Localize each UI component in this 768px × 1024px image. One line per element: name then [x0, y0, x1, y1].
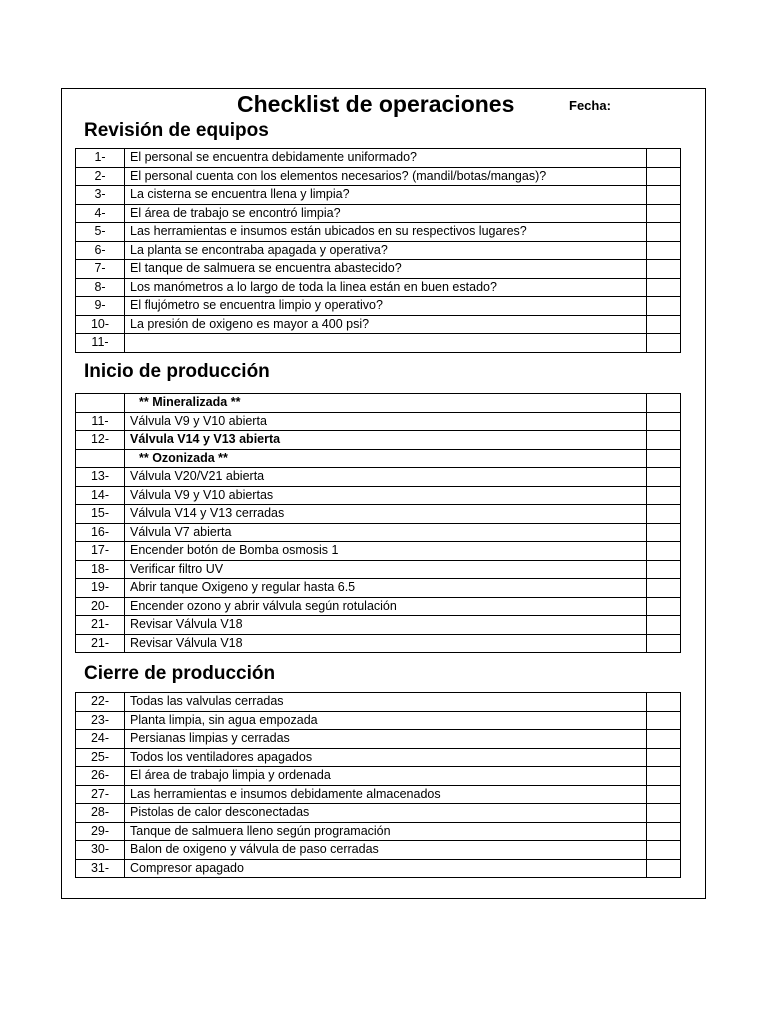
- checklist-row: [76, 167, 681, 186]
- item-number: 20-: [76, 597, 125, 616]
- check-cell[interactable]: [647, 468, 681, 487]
- subheader-text: ** Mineralizada **: [125, 394, 647, 413]
- item-number: 12-: [76, 431, 125, 450]
- checklist-row: [76, 841, 681, 860]
- checklist-row: [76, 579, 681, 598]
- subheader-text: ** Ozonizada **: [125, 449, 647, 468]
- check-cell[interactable]: [647, 223, 681, 242]
- item-number: 14-: [76, 486, 125, 505]
- item-text: Balon de oxigeno y válvula de paso cerradas: [125, 841, 647, 860]
- checklist-row: [76, 730, 681, 749]
- check-cell[interactable]: [647, 260, 681, 279]
- item-text: Válvula V14 y V13 abierta: [125, 431, 647, 450]
- checklist-row: [76, 711, 681, 730]
- item-text: El personal se encuentra debidamente uniformado?: [125, 149, 647, 168]
- item-number: 16-: [76, 523, 125, 542]
- check-cell[interactable]: [647, 693, 681, 712]
- check-cell[interactable]: [647, 542, 681, 561]
- item-number: 24-: [76, 730, 125, 749]
- checklist-table-cierre: [75, 692, 681, 878]
- checklist-row: [76, 260, 681, 279]
- check-cell[interactable]: [647, 241, 681, 260]
- section-title-inicio: Inicio de producción: [84, 361, 270, 382]
- item-number: 21-: [76, 634, 125, 653]
- checklist-row: [76, 748, 681, 767]
- item-text: Persianas limpias y cerradas: [125, 730, 647, 749]
- check-cell[interactable]: [647, 315, 681, 334]
- checklist-row: [76, 859, 681, 878]
- check-cell[interactable]: [647, 748, 681, 767]
- item-number: 5-: [76, 223, 125, 242]
- item-text: Válvula V9 y V10 abiertas: [125, 486, 647, 505]
- checklist-row: [76, 693, 681, 712]
- check-cell[interactable]: [647, 560, 681, 579]
- subheader-row: [76, 394, 681, 413]
- page-title: Checklist de operaciones: [237, 91, 515, 117]
- checklist-row: [76, 785, 681, 804]
- check-cell[interactable]: [647, 523, 681, 542]
- checklist-row: [76, 523, 681, 542]
- item-number: 1-: [76, 149, 125, 168]
- checklist-row: [76, 186, 681, 205]
- item-number: 30-: [76, 841, 125, 860]
- item-text: Encender botón de Bomba osmosis 1: [125, 542, 647, 561]
- checklist-table-revision: [75, 148, 681, 353]
- item-number: 2-: [76, 167, 125, 186]
- item-text: Revisar Válvula V18: [125, 634, 647, 653]
- item-number: 23-: [76, 711, 125, 730]
- item-number: 9-: [76, 297, 125, 316]
- item-number: 27-: [76, 785, 125, 804]
- checklist-table-inicio: [75, 393, 681, 653]
- checklist-row: [76, 486, 681, 505]
- item-text: La cisterna se encuentra llena y limpia?: [125, 186, 647, 205]
- section-title-cierre: Cierre de producción: [84, 663, 276, 684]
- item-text: El tanque de salmuera se encuentra abastecido?: [125, 260, 647, 279]
- item-number: 11-: [76, 334, 125, 353]
- check-cell[interactable]: [647, 841, 681, 860]
- check-cell[interactable]: [647, 616, 681, 635]
- item-number: 18-: [76, 560, 125, 579]
- item-number: 21-: [76, 616, 125, 635]
- check-cell[interactable]: [647, 334, 681, 353]
- checklist-row: [76, 804, 681, 823]
- checklist-row: [76, 412, 681, 431]
- check-cell[interactable]: [647, 634, 681, 653]
- check-cell[interactable]: [647, 767, 681, 786]
- item-number: 13-: [76, 468, 125, 487]
- item-text: El área de trabajo se encontró limpia?: [125, 204, 647, 223]
- checklist-row: [76, 597, 681, 616]
- item-text: [125, 334, 647, 353]
- checklist-row: [76, 616, 681, 635]
- check-cell[interactable]: [647, 412, 681, 431]
- check-cell[interactable]: [647, 785, 681, 804]
- item-number: [76, 449, 125, 468]
- item-text: Las herramientas e insumos debidamente almacenados: [125, 785, 647, 804]
- checklist-row: [76, 767, 681, 786]
- checklist-row: [76, 468, 681, 487]
- item-number: 28-: [76, 804, 125, 823]
- item-text: La presión de oxigeno es mayor a 400 psi?: [125, 315, 647, 334]
- item-number: 3-: [76, 186, 125, 205]
- checklist-row: [76, 315, 681, 334]
- checklist-row: [76, 560, 681, 579]
- item-number: 7-: [76, 260, 125, 279]
- item-number: 22-: [76, 693, 125, 712]
- item-text: Encender ozono y abrir válvula según rotulación: [125, 597, 647, 616]
- item-number: 4-: [76, 204, 125, 223]
- item-text: Tanque de salmuera lleno según programación: [125, 822, 647, 841]
- check-cell[interactable]: [647, 486, 681, 505]
- subheader-row: [76, 449, 681, 468]
- item-text: Compresor apagado: [125, 859, 647, 878]
- item-text: Planta limpia, sin agua empozada: [125, 711, 647, 730]
- check-cell[interactable]: [647, 449, 681, 468]
- item-number: 15-: [76, 505, 125, 524]
- item-number: 29-: [76, 822, 125, 841]
- checklist-row: [76, 278, 681, 297]
- check-cell[interactable]: [647, 149, 681, 168]
- item-number: 17-: [76, 542, 125, 561]
- item-number: 26-: [76, 767, 125, 786]
- item-text: El personal cuenta con los elementos necesarios? (mandil/botas/mangas)?: [125, 167, 647, 186]
- date-label: Fecha:: [569, 98, 611, 113]
- check-cell[interactable]: [647, 579, 681, 598]
- check-cell[interactable]: [647, 431, 681, 450]
- checklist-row: [76, 505, 681, 524]
- check-cell[interactable]: [647, 297, 681, 316]
- check-cell[interactable]: [647, 167, 681, 186]
- check-cell[interactable]: [647, 394, 681, 413]
- item-number: 10-: [76, 315, 125, 334]
- item-number: 19-: [76, 579, 125, 598]
- item-number: 11-: [76, 412, 125, 431]
- item-number: 25-: [76, 748, 125, 767]
- item-number: 8-: [76, 278, 125, 297]
- checklist-row: [76, 431, 681, 450]
- item-text: Todas las valvulas cerradas: [125, 693, 647, 712]
- item-text: Revisar Válvula V18: [125, 616, 647, 635]
- checklist-row: [76, 149, 681, 168]
- check-cell[interactable]: [647, 730, 681, 749]
- checklist-row: [76, 297, 681, 316]
- item-text: Los manómetros a lo largo de toda la linea están en buen estado?: [125, 278, 647, 297]
- check-cell[interactable]: [647, 278, 681, 297]
- item-text: El flujómetro se encuentra limpio y operativo?: [125, 297, 647, 316]
- item-text: Abrir tanque Oxigeno y regular hasta 6.5: [125, 579, 647, 598]
- checklist-row: [76, 822, 681, 841]
- item-text: Verificar filtro UV: [125, 560, 647, 579]
- item-text: La planta se encontraba apagada y operativa?: [125, 241, 647, 260]
- check-cell[interactable]: [647, 859, 681, 878]
- check-cell[interactable]: [647, 822, 681, 841]
- item-number: [76, 394, 125, 413]
- check-cell[interactable]: [647, 204, 681, 223]
- item-text: Las herramientas e insumos están ubicados en su respectivos lugares?: [125, 223, 647, 242]
- check-cell[interactable]: [647, 505, 681, 524]
- item-text: Válvula V9 y V10 abierta: [125, 412, 647, 431]
- item-text: Válvula V20/V21 abierta: [125, 468, 647, 487]
- check-cell[interactable]: [647, 186, 681, 205]
- checklist-row: [76, 634, 681, 653]
- item-number: 6-: [76, 241, 125, 260]
- checklist-row: [76, 241, 681, 260]
- checklist-row: [76, 542, 681, 561]
- item-text: El área de trabajo limpia y ordenada: [125, 767, 647, 786]
- item-number: 31-: [76, 859, 125, 878]
- check-cell[interactable]: [647, 597, 681, 616]
- item-text: Válvula V7 abierta: [125, 523, 647, 542]
- check-cell[interactable]: [647, 804, 681, 823]
- item-text: Válvula V14 y V13 cerradas: [125, 505, 647, 524]
- check-cell[interactable]: [647, 711, 681, 730]
- item-text: Pistolas de calor desconectadas: [125, 804, 647, 823]
- section-title-revision: Revisión de equipos: [84, 120, 269, 141]
- item-text: Todos los ventiladores apagados: [125, 748, 647, 767]
- checklist-row: [76, 334, 681, 353]
- checklist-row: [76, 223, 681, 242]
- checklist-row: [76, 204, 681, 223]
